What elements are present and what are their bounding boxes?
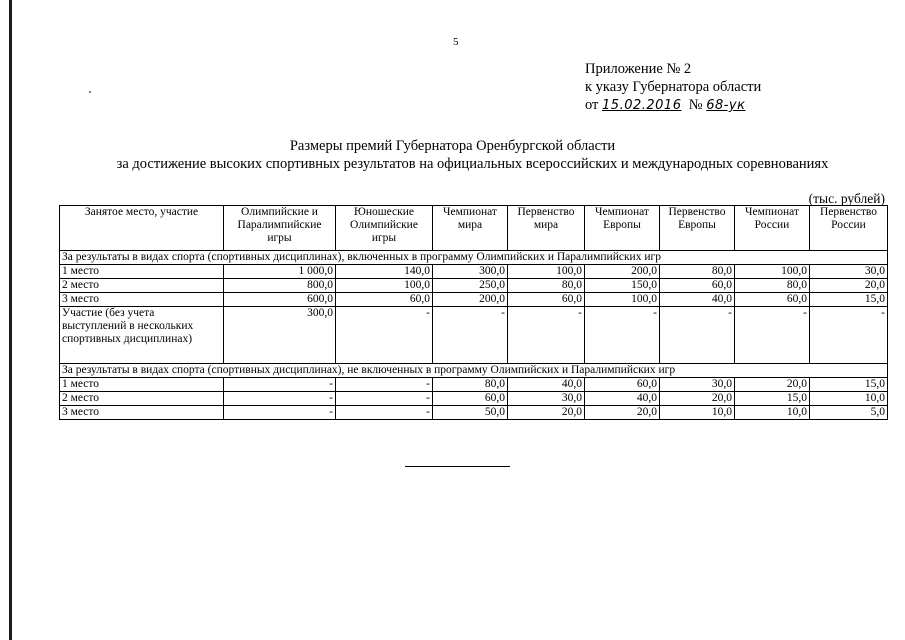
table-row <box>60 279 888 293</box>
table-cell: 300,0 <box>433 265 508 279</box>
table-row <box>60 378 888 392</box>
table-cell: 1 000,0 <box>224 265 336 279</box>
section-title: За результаты в видах спорта (спортивных дисциплинах), включенных в программу Олимпийских и Паралимпийских игр <box>60 251 888 265</box>
table-row <box>60 406 888 420</box>
table-cell: 250,0 <box>433 279 508 293</box>
table-cell: 15,0 <box>810 378 888 392</box>
table-cell: 20,0 <box>810 279 888 293</box>
units-label: (тыс. рублей) <box>808 191 885 206</box>
signed-date: 15.02.2016 <box>602 98 682 113</box>
date-prefix: от <box>585 97 599 113</box>
appendix-line-3 <box>585 96 761 115</box>
header-cell: Первенство мира <box>508 206 585 251</box>
header-cell: Первенство Европы <box>660 206 735 251</box>
table-cell: 80,0 <box>660 265 735 279</box>
decree-number: 68-ук <box>706 98 746 113</box>
table-cell: 50,0 <box>433 406 508 420</box>
document-title-line-2: за достижение высоких спортивных результатов на официальных всероссийских и международных соревнованиях <box>116 156 829 172</box>
table-cell: 800,0 <box>224 279 336 293</box>
table-cell: 200,0 <box>433 293 508 307</box>
section-row <box>60 251 888 265</box>
header-cell: Первенство России <box>810 206 888 251</box>
row-label: 1 место <box>60 265 224 279</box>
header-cell: Чемпионат мира <box>433 206 508 251</box>
table-cell: - <box>224 378 336 392</box>
row-label: 2 место <box>60 279 224 293</box>
table-cell: 10,0 <box>810 392 888 406</box>
table-row <box>60 265 888 279</box>
header-cell: Чемпионат Европы <box>585 206 660 251</box>
appendix-line-2: к указу Губернатора области <box>585 79 762 95</box>
table-cell: 60,0 <box>735 293 810 307</box>
table-cell: 140,0 <box>336 265 433 279</box>
table-row <box>60 307 888 364</box>
table-cell: 5,0 <box>810 406 888 420</box>
table-cell: 60,0 <box>508 293 585 307</box>
appendix-header <box>585 60 761 115</box>
table-row <box>60 293 888 307</box>
table-cell: 150,0 <box>585 279 660 293</box>
scan-speck <box>89 91 91 93</box>
table-cell: 60,0 <box>660 279 735 293</box>
table-cell: 15,0 <box>735 392 810 406</box>
header-cell: Олимпийские и Паралимпийские игры <box>224 206 336 251</box>
table-cell: 80,0 <box>735 279 810 293</box>
table-cell: 40,0 <box>508 378 585 392</box>
row-label: 3 место <box>60 406 224 420</box>
table-cell: 20,0 <box>660 392 735 406</box>
table-cell: - <box>660 307 735 364</box>
table-cell: 200,0 <box>585 265 660 279</box>
page-number: 5 <box>453 36 459 48</box>
footer-separator-line <box>405 466 510 467</box>
table-cell: 600,0 <box>224 293 336 307</box>
table-cell: 60,0 <box>585 378 660 392</box>
table-cell: 15,0 <box>810 293 888 307</box>
table-cell: 20,0 <box>508 406 585 420</box>
table-cell: - <box>336 307 433 364</box>
table-cell: - <box>224 406 336 420</box>
table-cell: - <box>224 392 336 406</box>
table-header-row <box>60 206 888 251</box>
table-cell: 300,0 <box>224 307 336 364</box>
table-cell: 60,0 <box>336 293 433 307</box>
table-cell: 100,0 <box>336 279 433 293</box>
table-cell: - <box>585 307 660 364</box>
table-row <box>60 392 888 406</box>
row-label: 2 место <box>60 392 224 406</box>
binding-margin-line <box>9 0 12 640</box>
row-label: Участие (без учета выступлений в нескольких спортивных дисциплинах) <box>60 307 224 364</box>
section-title: За результаты в видах спорта (спортивных дисциплинах), не включенных в программу Олимпийских и Паралимпийских игр <box>60 364 888 378</box>
section-row <box>60 364 888 378</box>
table-cell: 40,0 <box>660 293 735 307</box>
table-cell: - <box>735 307 810 364</box>
number-prefix: № <box>688 97 703 113</box>
table-cell: - <box>508 307 585 364</box>
table-cell: 20,0 <box>585 406 660 420</box>
table-cell: - <box>336 392 433 406</box>
table-cell: 10,0 <box>660 406 735 420</box>
table-cell: 20,0 <box>735 378 810 392</box>
header-cell: Юношеские Олимпийские игры <box>336 206 433 251</box>
table-cell: - <box>336 378 433 392</box>
table-cell: - <box>433 307 508 364</box>
table-cell: 10,0 <box>735 406 810 420</box>
table-cell: 30,0 <box>660 378 735 392</box>
document-title-line-1: Размеры премий Губернатора Оренбургской области <box>289 138 616 154</box>
prize-table <box>59 205 888 420</box>
row-label: 3 место <box>60 293 224 307</box>
table-cell: - <box>810 307 888 364</box>
table-cell: 100,0 <box>585 293 660 307</box>
table-cell: 30,0 <box>508 392 585 406</box>
table-cell: 80,0 <box>433 378 508 392</box>
table-cell: 100,0 <box>508 265 585 279</box>
table-cell: 60,0 <box>433 392 508 406</box>
table-cell: 30,0 <box>810 265 888 279</box>
row-label: 1 место <box>60 378 224 392</box>
table-cell: 80,0 <box>508 279 585 293</box>
table-cell: 100,0 <box>735 265 810 279</box>
header-cell: Занятое место, участие <box>60 206 224 251</box>
appendix-line-1: Приложение № 2 <box>585 61 692 77</box>
table-cell: 40,0 <box>585 392 660 406</box>
table-cell: - <box>336 406 433 420</box>
header-cell: Чемпионат России <box>735 206 810 251</box>
